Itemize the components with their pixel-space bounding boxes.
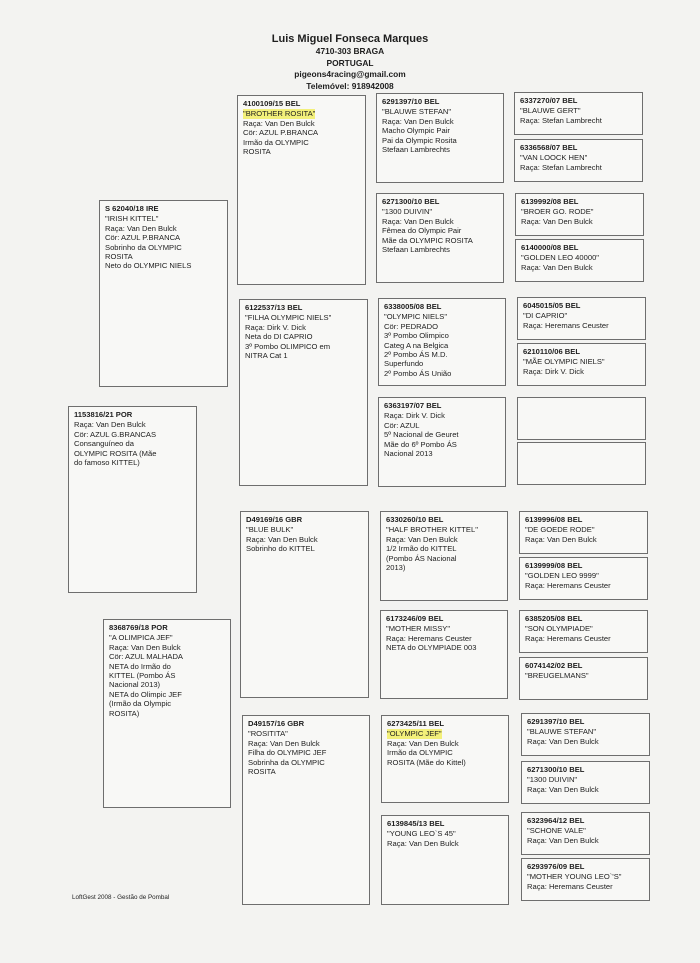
pedigree-line: (Irmão da Olympic xyxy=(109,699,172,709)
ring-number: 6337270/07 BEL xyxy=(520,96,578,105)
pedigree-line: (Pombo ÁS Nacional xyxy=(386,553,457,563)
gen4-box xyxy=(381,815,509,905)
pedigree-line: Raça: Dirk V. Dick xyxy=(523,366,584,376)
pedigree-line: Neto do OLYMPIC NIELS xyxy=(105,261,192,271)
ring-number: 6139845/13 BEL xyxy=(387,819,445,828)
pedigree-line: Raça: Van Den Bulck xyxy=(243,118,315,128)
gen4-box xyxy=(380,610,508,699)
pedigree-line: "OLYMPIC JEF" xyxy=(387,729,442,739)
pedigree-line: Categ A na Belgica xyxy=(384,340,449,350)
pedigree-line: Raça: Stefan Lambrecht xyxy=(520,115,602,125)
pedigree-line: "1300 DUIVIN" xyxy=(382,207,433,217)
pedigree-line: Sobrinha da OLYMPIC xyxy=(248,757,325,767)
pedigree-line: ROSITA (Mãe do Kittel) xyxy=(387,757,466,767)
pedigree-line: "GOLDEN LEO 9999" xyxy=(525,571,599,581)
pedigree-line: Raça: Heremans Ceuster xyxy=(386,633,472,643)
ring-number: 6139992/08 BEL xyxy=(521,197,579,206)
pedigree-line: Raça: Van Den Bulck xyxy=(105,223,177,233)
pedigree-line: Raça: Van Den Bulck xyxy=(387,738,459,748)
pedigree-line: "MOTHER YOUNG LEO`'S" xyxy=(527,872,622,882)
gen4-box xyxy=(376,93,504,183)
pedigree-line: 2º Pombo ÁS União xyxy=(384,368,452,378)
ring-number: D49157/16 GBR xyxy=(248,719,305,728)
pedigree-line: "YOUNG LEO`S 45" xyxy=(387,829,456,839)
ring-number: 6210110/06 BEL xyxy=(523,347,580,356)
pedigree-line: Stefaan Lambrechts xyxy=(382,145,450,155)
gen5-box xyxy=(517,397,646,440)
pedigree-line: "BLUE BULK" xyxy=(246,525,294,535)
pedigree-line: "DE GOEDE RODE" xyxy=(525,525,595,535)
pedigree-line: KITTEL (Pombo ÁS xyxy=(109,671,176,681)
pedigree-line: Raça: Heremans Ceuster xyxy=(525,633,611,643)
pedigree-line: "FILHA OLYMPIC NIELS" xyxy=(245,313,332,323)
pedigree-line: "BROTHER ROSITA" xyxy=(243,109,316,119)
ring-number: 6122537/13 BEL xyxy=(245,303,303,312)
owner-phone: Telemóvel: 918942008 xyxy=(306,80,394,91)
gen3-box xyxy=(240,511,369,698)
pedigree-line: Raça: Van Den Bulck xyxy=(248,738,320,748)
pedigree-line: Sobrinho do KITTEL xyxy=(246,544,315,554)
gen5-box xyxy=(519,557,648,600)
pedigree-line: Raça: Van Den Bulck xyxy=(521,262,593,272)
pedigree-line: Raça: Van Den Bulck xyxy=(527,784,599,794)
pedigree-line: Raça: Van Den Bulck xyxy=(525,534,597,544)
ring-number: 6045015/05 BEL xyxy=(523,301,581,310)
gen5-box xyxy=(519,657,648,700)
pedigree-line: "GOLDEN LEO 40000" xyxy=(521,253,599,263)
owner-postcode: 4710-303 BRAGA xyxy=(315,46,385,56)
pedigree-line: "DI CAPRIO" xyxy=(523,311,568,321)
ring-number: 6140000/08 BEL xyxy=(521,243,579,252)
pedigree-line: 3º Pombo OLIMPICO em xyxy=(245,341,331,351)
pedigree-line: Raça: Van Den Bulck xyxy=(382,116,454,126)
pedigree-line: Stefaan Lambrechts xyxy=(382,245,450,255)
gen5-box xyxy=(514,139,643,182)
ring-number: 6336568/07 BEL xyxy=(520,143,578,152)
gen5-box xyxy=(521,761,650,804)
pedigree-line: Macho Olympic Pair xyxy=(382,126,450,136)
pedigree-line: Cör: AZUL P.BRANCA xyxy=(105,233,181,243)
pedigree-line: Raça: Van Den Bulck xyxy=(74,420,146,430)
gen5-box xyxy=(514,92,643,135)
ring-number: 6291397/10 BEL xyxy=(382,97,440,106)
pedigree-line: Mãe do 6º Pombo ÁS xyxy=(384,439,457,449)
pedigree-line: Cör: AZUL MALHADA xyxy=(109,652,183,662)
dam-box xyxy=(103,619,231,808)
owner-email: pigeons4racing@gmail.com xyxy=(294,69,406,79)
pedigree-line: 1/2 Irmão do KITTEL xyxy=(386,544,457,554)
pedigree-line: Raça: Van Den Bulck xyxy=(527,736,599,746)
ring-number: 6139996/08 BEL xyxy=(525,515,583,524)
ring-number: 6363197/07 BEL xyxy=(384,401,442,410)
pedigree-line: Nacional 2013) xyxy=(109,680,161,690)
pedigree-line: Fêmea do Olympic Pair xyxy=(382,226,462,236)
software-credit: LoftGest 2008 - Gestão de Pombal xyxy=(72,894,170,901)
pedigree-line: Raça: Van Den Bulck xyxy=(527,835,599,845)
gen4-box xyxy=(378,397,506,487)
gen4-box xyxy=(381,715,509,803)
pedigree-line: ROSITA xyxy=(248,767,276,777)
pedigree-line: Cör: AZUL P.BRANCA xyxy=(243,128,319,138)
ring-number: 8368769/18 POR xyxy=(109,623,168,632)
gen5-box xyxy=(517,297,646,340)
gen3-box xyxy=(239,299,368,486)
pedigree-line: Irmão da OLYMPIC xyxy=(243,137,309,147)
ring-number: 1153816/21 POR xyxy=(74,410,133,419)
pedigree-line: NETA do Irmão do xyxy=(109,661,171,671)
ring-number: 6273425/11 BEL xyxy=(387,719,444,728)
pedigree-line: "VAN LOOCK HEN" xyxy=(520,153,588,163)
pedigree-line: Filha do OLYMPIC JEF xyxy=(248,748,327,758)
owner-country: PORTUGAL xyxy=(326,57,374,68)
ring-number: 4100109/15 BEL xyxy=(243,99,301,108)
ring-number: 6330260/10 BEL xyxy=(386,515,444,524)
pedigree-line: 3º Pombo Olimpico xyxy=(384,331,449,341)
gen3-box xyxy=(242,715,370,905)
ring-number: 6271300/10 BEL xyxy=(382,197,440,206)
pedigree-line: Raça: Heremans Ceuster xyxy=(527,881,613,891)
pedigree-line: "BLAUWE STEFAN" xyxy=(527,727,597,737)
pedigree-line: "IRISH KITTEL" xyxy=(105,214,159,224)
gen5-box xyxy=(515,239,644,282)
pedigree-line: Pai da Olympic Rosita xyxy=(382,135,457,145)
ring-number: D49169/16 GBR xyxy=(246,515,303,524)
pedigree-line: NETA do OLYMPIADE 003 xyxy=(386,643,477,653)
pedigree-line: Cör: PEDRADO xyxy=(384,321,439,331)
pedigree-line: "1300 DUIVIN" xyxy=(527,775,578,785)
pedigree-line: "MOTHER MISSY" xyxy=(386,624,451,634)
pedigree-line: Raça: Van Den Bulck xyxy=(246,534,318,544)
gen5-box xyxy=(519,610,648,653)
pedigree-line: Neta do DI CAPRIO xyxy=(245,332,313,342)
ring-number: 6323964/12 BEL xyxy=(527,816,585,825)
ring-number: S 62040/18 IRE xyxy=(105,204,159,213)
ring-number: 6271300/10 BEL xyxy=(527,765,585,774)
gen5-box xyxy=(521,812,650,855)
pedigree-line: Raça: Heremans Ceuster xyxy=(525,580,611,590)
pedigree-line: "SCHONE VALE" xyxy=(527,826,586,836)
pedigree-line: NITRA Cat 1 xyxy=(245,351,288,361)
pedigree-line: Raça: Van Den Bulck xyxy=(387,838,459,848)
ring-number: 6338005/08 BEL xyxy=(384,302,442,311)
ring-number: 6074142/02 BEL xyxy=(525,661,583,670)
pedigree-line: Sobrinho da OLYMPIC xyxy=(105,242,182,252)
pedigree-line: Cör: AZUL xyxy=(384,420,420,430)
gen4-box xyxy=(378,298,506,386)
ring-number: 6385205/08 BEL xyxy=(525,614,583,623)
pedigree-line: "BLAUWE STEFAN" xyxy=(382,107,452,117)
pedigree-line: 5º Nacional de Geuret xyxy=(384,430,459,440)
ring-number: 6173246/09 BEL xyxy=(386,614,444,623)
gen4-box xyxy=(380,511,508,601)
owner-name: Luis Miguel Fonseca Marques xyxy=(271,33,429,45)
pedigree-line: ROSITA) xyxy=(109,708,140,718)
subject-box xyxy=(68,406,197,593)
pedigree-line: 2013) xyxy=(386,563,406,573)
pedigree-line: Mãe da OLYMPIC ROSITA xyxy=(382,235,473,245)
pedigree-line: ROSITA xyxy=(243,147,271,157)
pedigree-line: "SON OLYMPIADE" xyxy=(525,624,593,634)
pedigree-line: Raça: Dirk V. Dick xyxy=(245,322,306,332)
pedigree-line: Superfundo xyxy=(384,359,424,369)
pedigree-line: do famoso KITTEL) xyxy=(74,458,140,468)
pedigree-line: ROSITA xyxy=(105,252,133,262)
ring-number: 6293976/09 BEL xyxy=(527,862,585,871)
pedigree-line: OLYMPIC ROSITA (Mãe xyxy=(74,448,157,458)
pedigree-line: Irmão da OLYMPIC xyxy=(387,748,453,758)
pedigree-line: "BLAUWE GERT" xyxy=(520,106,581,116)
pedigree-line: Raça: Van Den Bulck xyxy=(521,216,593,226)
pedigree-line: Raça: Van Den Bulck xyxy=(386,534,458,544)
gen5-box xyxy=(517,343,646,386)
pedigree-header xyxy=(200,32,500,92)
pedigree-line: Raça: Stefan Lambrecht xyxy=(520,162,602,172)
pedigree-line: Nacional 2013 xyxy=(384,449,433,459)
gen5-box xyxy=(519,511,648,554)
ring-number: 6139999/08 BEL xyxy=(525,561,583,570)
pedigree-line: Cör: AZUL G.BRANCAS xyxy=(74,429,157,439)
gen5-box xyxy=(515,193,644,236)
pedigree-line: "BREUGELMANS" xyxy=(525,671,589,681)
gen4-box xyxy=(376,193,504,283)
pedigree-line: Raça: Van Den Bulck xyxy=(382,216,454,226)
ring-number: 6291397/10 BEL xyxy=(527,717,585,726)
pedigree-line: Consanguíneo da xyxy=(74,439,134,449)
pedigree-line: "ROSITITA" xyxy=(248,729,288,739)
pedigree-line: "MÃE OLYMPIC NIELS" xyxy=(523,357,605,367)
gen5-box xyxy=(517,442,646,485)
pedigree-line: Raça: Heremans Ceuster xyxy=(523,320,609,330)
pedigree-line: "A OLIMPICA JEF" xyxy=(109,633,173,643)
sire-box xyxy=(99,200,228,387)
pedigree-line: "HALF BROTHER KITTEL" xyxy=(386,525,478,535)
gen5-box xyxy=(521,713,650,756)
pedigree-line: Raça: Van Den Bulck xyxy=(109,642,181,652)
gen5-box xyxy=(521,858,650,901)
pedigree-line: 2º Pombo ÁS M.D. xyxy=(384,350,448,360)
pedigree-line: "BROER GO. RODE" xyxy=(521,207,594,217)
pedigree-line: Raça: Dirk V. Dick xyxy=(384,411,445,421)
pedigree-line: NETA do Olimpic JEF xyxy=(109,689,182,699)
gen3-box xyxy=(237,95,366,285)
pedigree-line: "OLYMPIC NIELS" xyxy=(384,312,448,322)
